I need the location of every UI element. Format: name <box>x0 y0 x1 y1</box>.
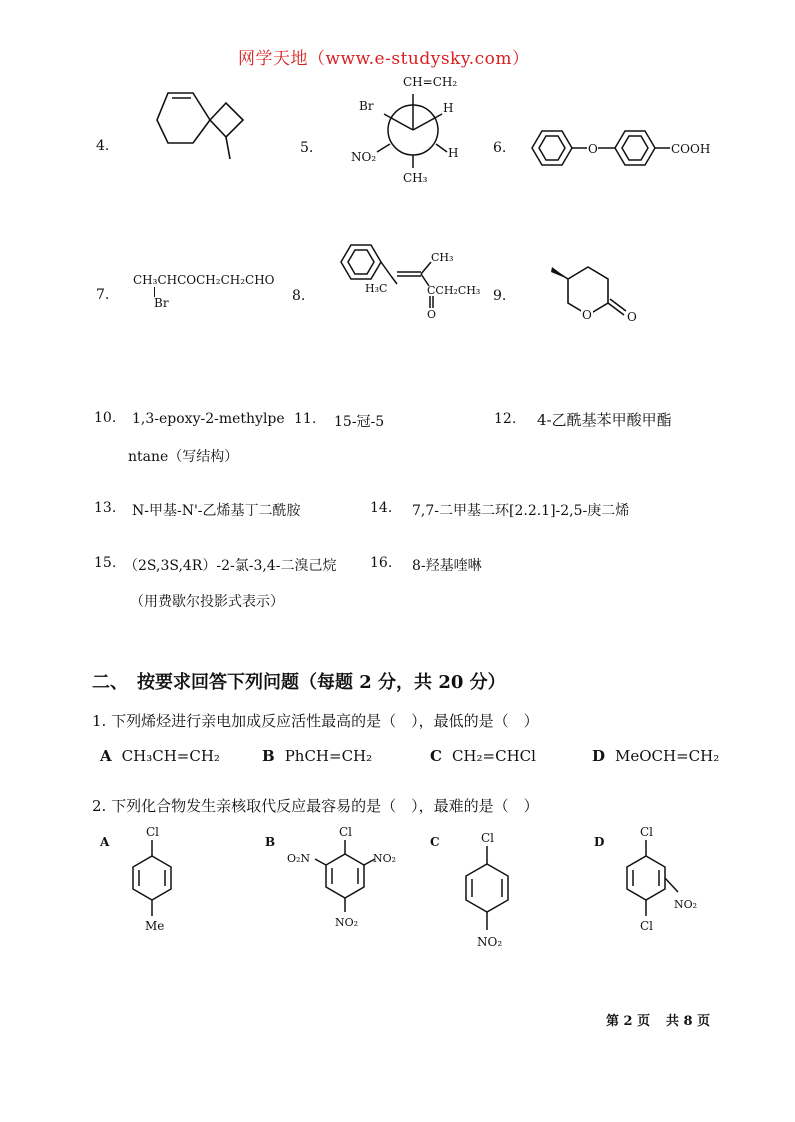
q2-b-left-label: O₂N <box>287 852 311 865</box>
item-number-16: 16. <box>370 555 393 571</box>
q2-label-c: C <box>430 835 440 849</box>
item-number-13: 13. <box>94 500 117 516</box>
s9-ring-oxygen: O <box>582 308 592 322</box>
q1-option-c-letter: C <box>430 747 442 765</box>
q2-structure-c <box>455 828 525 958</box>
s5-top-label: CH=CH₂ <box>403 75 458 89</box>
item-number-8: 8. <box>292 288 306 304</box>
item-number-9: 9. <box>493 288 507 304</box>
watermark: 网学天地（www.e-studysky.com） <box>238 49 530 69</box>
structure-6-diphenylether <box>525 118 725 178</box>
item-number-5: 5. <box>300 140 314 156</box>
item-number-4: 4. <box>96 138 110 154</box>
item-15-text-line2: （用费歇尔投影式表示） <box>130 594 284 610</box>
q1-option-d-text: MeOCH=CH₂ <box>615 747 720 765</box>
q2-label-b: B <box>265 835 276 849</box>
q2-structure-a <box>120 822 190 942</box>
q1-option-b-text: PhCH=CH₂ <box>284 747 373 765</box>
question-2: 2. 下列化合物发生亲核取代反应最容易的是（ ），最难的是（ ） <box>92 797 539 815</box>
q1-option-d-letter: D <box>592 747 606 765</box>
q2-d-top-label: Cl <box>640 825 654 839</box>
s5-right-down-label: H <box>448 146 459 160</box>
structure-4-spiro <box>150 85 260 175</box>
s7-chain-label: CH₃CHCOCH₂CH₂CHO <box>133 273 275 287</box>
q2-d-bottom-label: Cl <box>640 919 654 933</box>
q2-a-top-label: Cl <box>146 825 160 839</box>
q1-option-b-letter: B <box>262 747 275 765</box>
q2-c-top-label: Cl <box>481 831 495 845</box>
q1-option-d <box>592 747 719 765</box>
q2-structure-b <box>285 822 415 942</box>
q2-b-right-label: NO₂ <box>373 852 397 865</box>
item-15-text-line1: （2S,3S,4R）-2-氯-3,4-二溴己烷 <box>124 558 337 574</box>
item-number-10: 10. <box>94 410 117 426</box>
q2-label-a: A <box>100 835 110 849</box>
item-number-7: 7. <box>96 287 110 303</box>
item-number-6: 6. <box>493 140 507 156</box>
item-number-14: 14. <box>370 500 393 516</box>
s7-br-label: Br <box>154 296 169 310</box>
item-13-text: N-甲基-N'-乙烯基丁二酰胺 <box>132 503 301 519</box>
s8-oxygen-label: O <box>427 308 437 321</box>
item-14-text: 7,7-二甲基二环[2.2.1]-2,5-庚二烯 <box>412 503 630 519</box>
s5-bottom-label: CH₃ <box>403 171 428 185</box>
s8-h3c-label: H₃C <box>365 282 388 295</box>
q2-a-bottom-label: Me <box>145 919 165 933</box>
s9-carbonyl-oxygen: O <box>627 310 637 324</box>
item-10-text-line2: ntane（写结构） <box>128 449 239 465</box>
q2-d-right-label: NO₂ <box>674 898 698 911</box>
q1-option-b <box>262 747 372 765</box>
s5-left-down-label: NO₂ <box>351 150 377 164</box>
q2-b-bottom-label: NO₂ <box>335 916 359 929</box>
item-number-11: 11. <box>294 411 317 427</box>
section-2-title: 二、 按要求回答下列问题（每题 2 分，共 20 分） <box>92 672 506 693</box>
s8-ch3-top-label: CH₃ <box>431 251 454 264</box>
item-12-text: 4-乙酰基苯甲酸甲酯 <box>537 411 672 429</box>
q1-option-a-letter: A <box>100 747 112 765</box>
item-10-text-line1: 1,3-epoxy-2-methylpe <box>132 411 285 427</box>
s6-cooh-label: COOH <box>671 142 711 156</box>
q1-option-a-text: CH₃CH=CH₂ <box>121 747 220 765</box>
s8-ketone-label: CCH₂CH₃ <box>427 284 481 297</box>
q2-b-top-label: Cl <box>339 825 353 839</box>
q1-option-a <box>100 747 220 765</box>
q1-option-c-text: CH₂=CHCl <box>451 747 536 765</box>
question-1: 1. 下列烯烃进行亲电加成反应活性最高的是（ ），最低的是（ ） <box>92 712 539 730</box>
s5-left-up-label: Br <box>359 99 374 113</box>
s5-right-up-label: H <box>443 101 454 115</box>
q2-structure-d <box>612 822 722 942</box>
s6-oxygen-label: O <box>588 142 598 156</box>
item-number-12: 12. <box>494 411 517 427</box>
item-11-text: 15-冠-5 <box>334 414 385 430</box>
q1-option-c <box>430 747 536 765</box>
q2-label-d: D <box>594 835 605 849</box>
q2-c-bottom-label: NO₂ <box>477 935 503 949</box>
footer-page-number: 第 2 页 <box>606 1014 651 1029</box>
footer-total-pages: 共 8 页 <box>666 1014 711 1029</box>
item-16-text: 8-羟基喹啉 <box>412 558 482 574</box>
structure-9-lactone <box>540 255 650 340</box>
structure-8-enone <box>335 232 495 322</box>
item-number-15: 15. <box>94 555 117 571</box>
structure-5-newman <box>345 70 475 190</box>
